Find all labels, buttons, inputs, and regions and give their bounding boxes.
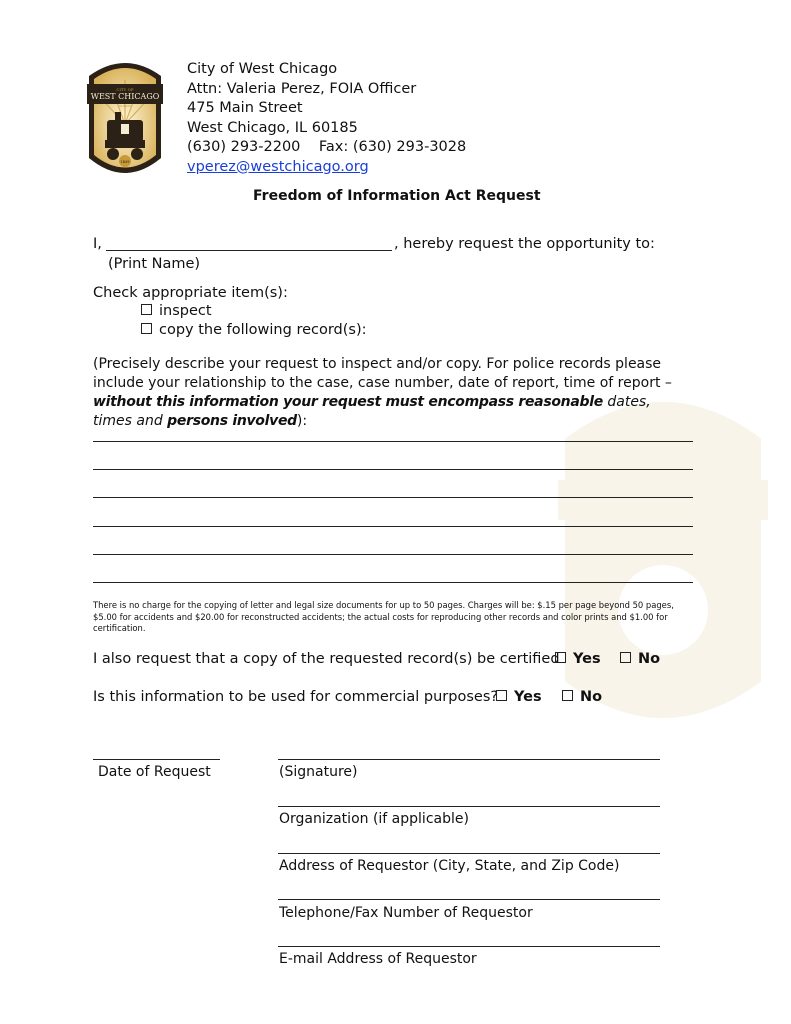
description-line-1[interactable] bbox=[93, 441, 693, 442]
desc-part2: dates, times and bbox=[93, 394, 651, 429]
print-name-field[interactable] bbox=[106, 250, 392, 251]
phone-field[interactable] bbox=[278, 899, 660, 900]
certified-yes-checkbox[interactable] bbox=[555, 652, 566, 663]
fee-notice: There is no charge for the copying of letter and legal size documents for up to 50 pages. Charges will be: $.15 per page beyond 50 pages, $5.00 for accidents and $20.00 for reconstructed accidents; the actual costs for reproducing other records and color prints and $1.00 for certification. bbox=[93, 600, 674, 633]
date-field[interactable] bbox=[93, 759, 220, 760]
description-instructions bbox=[93, 355, 693, 431]
logo-year: 1849 bbox=[120, 160, 130, 164]
email-field[interactable] bbox=[278, 946, 660, 947]
desc-end: ): bbox=[296, 413, 308, 429]
certified-yes-label: Yes bbox=[573, 651, 601, 667]
description-line-6[interactable] bbox=[93, 582, 693, 583]
commercial-yes-label: Yes bbox=[514, 689, 542, 705]
certified-yes-option[interactable] bbox=[555, 651, 601, 667]
intro-suffix: , hereby request the opportunity to: bbox=[394, 236, 655, 252]
form-title: Freedom of Information Act Request bbox=[253, 188, 541, 204]
print-name-label: (Print Name) bbox=[108, 256, 201, 272]
option-copy[interactable] bbox=[141, 322, 367, 338]
inspect-label: inspect bbox=[159, 303, 212, 319]
logo-text-main: WEST CHICAGO bbox=[90, 92, 160, 101]
certified-no-label: No bbox=[638, 651, 661, 667]
commercial-no-label: No bbox=[580, 689, 603, 705]
description-line-3[interactable] bbox=[93, 497, 693, 498]
description-line-4[interactable] bbox=[93, 526, 693, 527]
header-address bbox=[187, 60, 466, 177]
address-label: Address of Requestor (City, State, and Zip Code) bbox=[279, 858, 620, 874]
desc-emphasis: without this information your request must encompass reasonable bbox=[93, 394, 603, 410]
header-phone-fax bbox=[187, 138, 466, 158]
certified-no-option[interactable] bbox=[620, 651, 660, 667]
description-line-5[interactable] bbox=[93, 554, 693, 555]
logo-text-top: CITY OF bbox=[116, 87, 134, 92]
commercial-yes-checkbox[interactable] bbox=[496, 690, 507, 701]
copy-label: copy the following record(s): bbox=[159, 322, 367, 338]
header-line-3: 475 Main Street bbox=[187, 100, 303, 116]
header-line-1: City of West Chicago bbox=[187, 61, 338, 77]
commercial-no-option[interactable] bbox=[562, 689, 602, 705]
description-line-2[interactable] bbox=[93, 469, 693, 470]
signature-field[interactable] bbox=[278, 759, 660, 760]
signature-label: (Signature) bbox=[279, 764, 358, 780]
desc-part1: (Precisely describe your request to inspect and/or copy. For police records please include your relationship to the case, case number, date of report, time of report – bbox=[93, 356, 672, 391]
check-label: Check appropriate item(s): bbox=[93, 285, 288, 301]
email-link[interactable]: vperez@westchicago.org bbox=[187, 158, 369, 175]
option-inspect[interactable] bbox=[141, 303, 212, 319]
intro-prefix: I, bbox=[93, 236, 102, 252]
certified-no-checkbox[interactable] bbox=[620, 652, 631, 663]
date-label: Date of Request bbox=[98, 764, 211, 780]
email-label: E-mail Address of Requestor bbox=[279, 951, 477, 967]
header-line-2: Attn: Valeria Perez, FOIA Officer bbox=[187, 80, 417, 97]
certified-question: I also request that a copy of the requested record(s) be certified bbox=[93, 651, 560, 667]
commercial-yes-option[interactable] bbox=[496, 689, 542, 705]
header-fax: Fax: (630) 293-3028 bbox=[318, 139, 467, 155]
header-line-4: West Chicago, IL 60185 bbox=[187, 119, 358, 136]
phone-label: Telephone/Fax Number of Requestor bbox=[279, 905, 533, 921]
inspect-checkbox[interactable] bbox=[141, 304, 152, 315]
city-seal-logo bbox=[85, 54, 165, 184]
header-phone: (630) 293-2200 bbox=[187, 139, 301, 155]
organization-field[interactable] bbox=[278, 806, 660, 807]
commercial-question: Is this information to be used for commercial purposes? bbox=[93, 689, 499, 705]
commercial-no-checkbox[interactable] bbox=[562, 690, 573, 701]
address-field[interactable] bbox=[278, 853, 660, 854]
copy-checkbox[interactable] bbox=[141, 323, 152, 334]
logo-text-sub: ILLINOIS bbox=[118, 104, 132, 108]
desc-emphasis-2: persons involved bbox=[167, 413, 297, 429]
organization-label: Organization (if applicable) bbox=[279, 811, 469, 827]
